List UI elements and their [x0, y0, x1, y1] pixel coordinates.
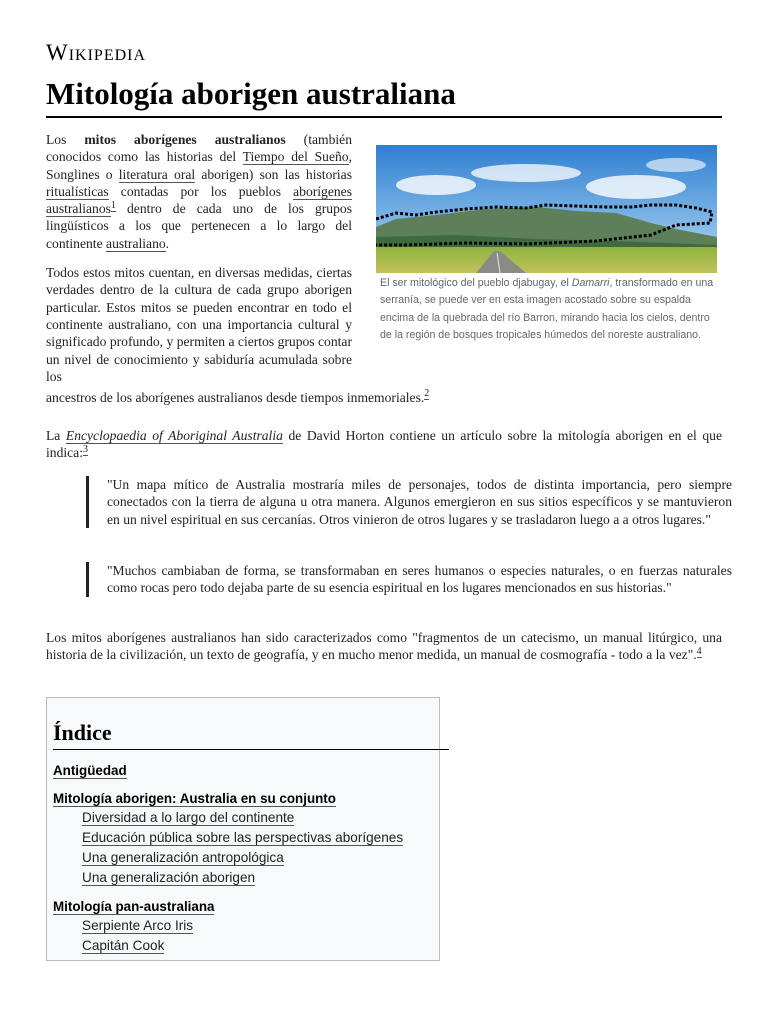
intro-paragraph — [46, 131, 352, 252]
link-tiempo-del-sueno[interactable]: Tiempo del Sueño — [242, 149, 349, 165]
paragraph-3-text: de David Horton contiene un artículo sobre la mitología aborigen en el que indica: — [46, 428, 722, 461]
intro-text: aborigen) son las historias — [195, 166, 353, 182]
intro-text: contadas por los pueblos — [108, 183, 294, 199]
reference-3-link[interactable]: 3 — [83, 443, 88, 455]
paragraph-2-end: ancestros de los aborígenes australianos desde tiempos inmemoriales. — [46, 390, 425, 405]
paragraph-4 — [46, 629, 722, 664]
figure-caption — [376, 275, 717, 344]
caption-text: El ser mitológico del pueblo djabugay, el — [380, 277, 572, 289]
toc-item[interactable] — [53, 936, 453, 956]
damarri-photo[interactable] — [376, 145, 717, 273]
toc-item[interactable] — [53, 916, 453, 936]
link-australiano[interactable]: australiano — [106, 235, 166, 251]
toc-item-label[interactable]: Una generalización antropológica — [82, 850, 284, 865]
toc-title: Índice — [53, 720, 449, 750]
intro-text: . — [165, 235, 170, 251]
toc-item-label[interactable]: Capitán Cook — [82, 938, 165, 953]
link-aborigenes-australianos[interactable]: aborígenes australianos — [46, 183, 352, 217]
intro-column — [46, 131, 352, 397]
reference-1-link[interactable]: 1 — [110, 199, 116, 211]
intro-text: dentro de cada uno de los grupos lingüísticos a los que pertenecen a lo largo del continente — [46, 201, 352, 251]
toc-spacer — [53, 888, 453, 894]
toc-item[interactable] — [53, 808, 453, 828]
paragraph-2: Todos estos mitos cuentan, en diversas medidas, ciertas verdades dentro de la cultura de cada grupo aborigen particular. Estos mitos se pueden encontrar en todo el continente australiano, con una importancia cultural y significado profundo, y permiten a ciertos grupos contar un nivel de conocimiento y sabiduría acumulada sobre los — [46, 265, 352, 384]
link-encyclopaedia[interactable]: Encyclopaedia of Aboriginal Australia — [65, 428, 283, 443]
paragraph-4-text: Los mitos aborígenes australianos han sido caracterizados como "fragmentos de un catecismo, un manual litúrgico, una historia de la civilización, un texto de geografía, y en mucho menor medida, un manual de cosmografía - todo a la vez". — [46, 630, 722, 663]
toc-item[interactable] — [53, 868, 453, 888]
figure-damarri — [376, 145, 717, 344]
intro-text: , Songlines o — [46, 149, 352, 182]
caption-italic: Damarri — [571, 277, 610, 289]
blockquote-1: "Un mapa mítico de Australia mostraría miles de personajes, todos de distinta importancia, pero siempre conectados con la tierra de alguna u otra manera. Algunos emergieron en sus sitios específicos y se mantuvieron en un nivel espiritual en sus cercanías. Otros vinieron de otros lugares y se trasladaron luego a a otros lugares." — [86, 476, 732, 528]
toc-list — [53, 758, 453, 956]
caption-text: , transformado en una serranía, se puede ver en esta imagen acostado sobre su espalda encima de la quebrada del río Barron, mirando hacia los cielos, dentro de la región de bosques tropicales húmedos del noreste australiano. — [380, 277, 714, 341]
intro-text: (también conocidos como las historias del — [46, 132, 352, 165]
toc-item[interactable] — [53, 848, 453, 868]
toc-item-label[interactable]: Mitología aborigen: Australia en su conjunto — [53, 791, 336, 806]
toc-item-label[interactable]: Educación pública sobre las perspectivas aborígenes — [82, 830, 404, 845]
intro-text: Los — [46, 132, 85, 147]
toc-item-label[interactable]: Una generalización aborigen — [82, 870, 256, 885]
toc-item[interactable] — [53, 898, 453, 916]
wikipedia-wordmark[interactable]: Wikipedia — [46, 40, 147, 65]
page-title: Mitología aborigen australiana — [46, 76, 722, 118]
toc-item-label[interactable]: Serpiente Arco Iris — [82, 918, 194, 933]
toc-item[interactable] — [53, 828, 453, 848]
paragraph-2-continued — [46, 389, 722, 406]
link-ritualisticas[interactable]: ritualísticas — [46, 183, 109, 199]
blockquote-2: "Muchos cambiaban de forma, se transformaban en seres humanos o especies naturales, o en fuerzas naturales como rocas pero todo dejaba parte de su esencia espiritual en los lugares mencionados en sus historias." — [86, 562, 732, 597]
toc-item-label[interactable]: Antigüedad — [53, 763, 127, 778]
intro-bold-term: mitos aborígenes australianos — [84, 132, 286, 147]
reference-2[interactable] — [424, 388, 429, 400]
paragraph-3 — [46, 427, 722, 462]
link-literatura-oral[interactable]: literatura oral — [118, 166, 196, 182]
toc-item-label[interactable]: Mitología pan-australiana — [53, 899, 215, 914]
paragraph-3-text: La — [46, 428, 66, 443]
reference-3[interactable] — [83, 444, 88, 456]
table-of-contents — [46, 697, 440, 961]
toc-item-label[interactable]: Diversidad a lo largo del continente — [82, 810, 295, 825]
reference-2-link[interactable]: 2 — [424, 388, 430, 400]
toc-item[interactable] — [53, 762, 453, 780]
reference-4[interactable] — [697, 646, 702, 658]
damarri-landscape-image — [376, 145, 717, 273]
toc-spacer — [53, 780, 453, 786]
toc-item[interactable] — [53, 790, 453, 808]
reference-4-link[interactable]: 4 — [696, 645, 702, 657]
